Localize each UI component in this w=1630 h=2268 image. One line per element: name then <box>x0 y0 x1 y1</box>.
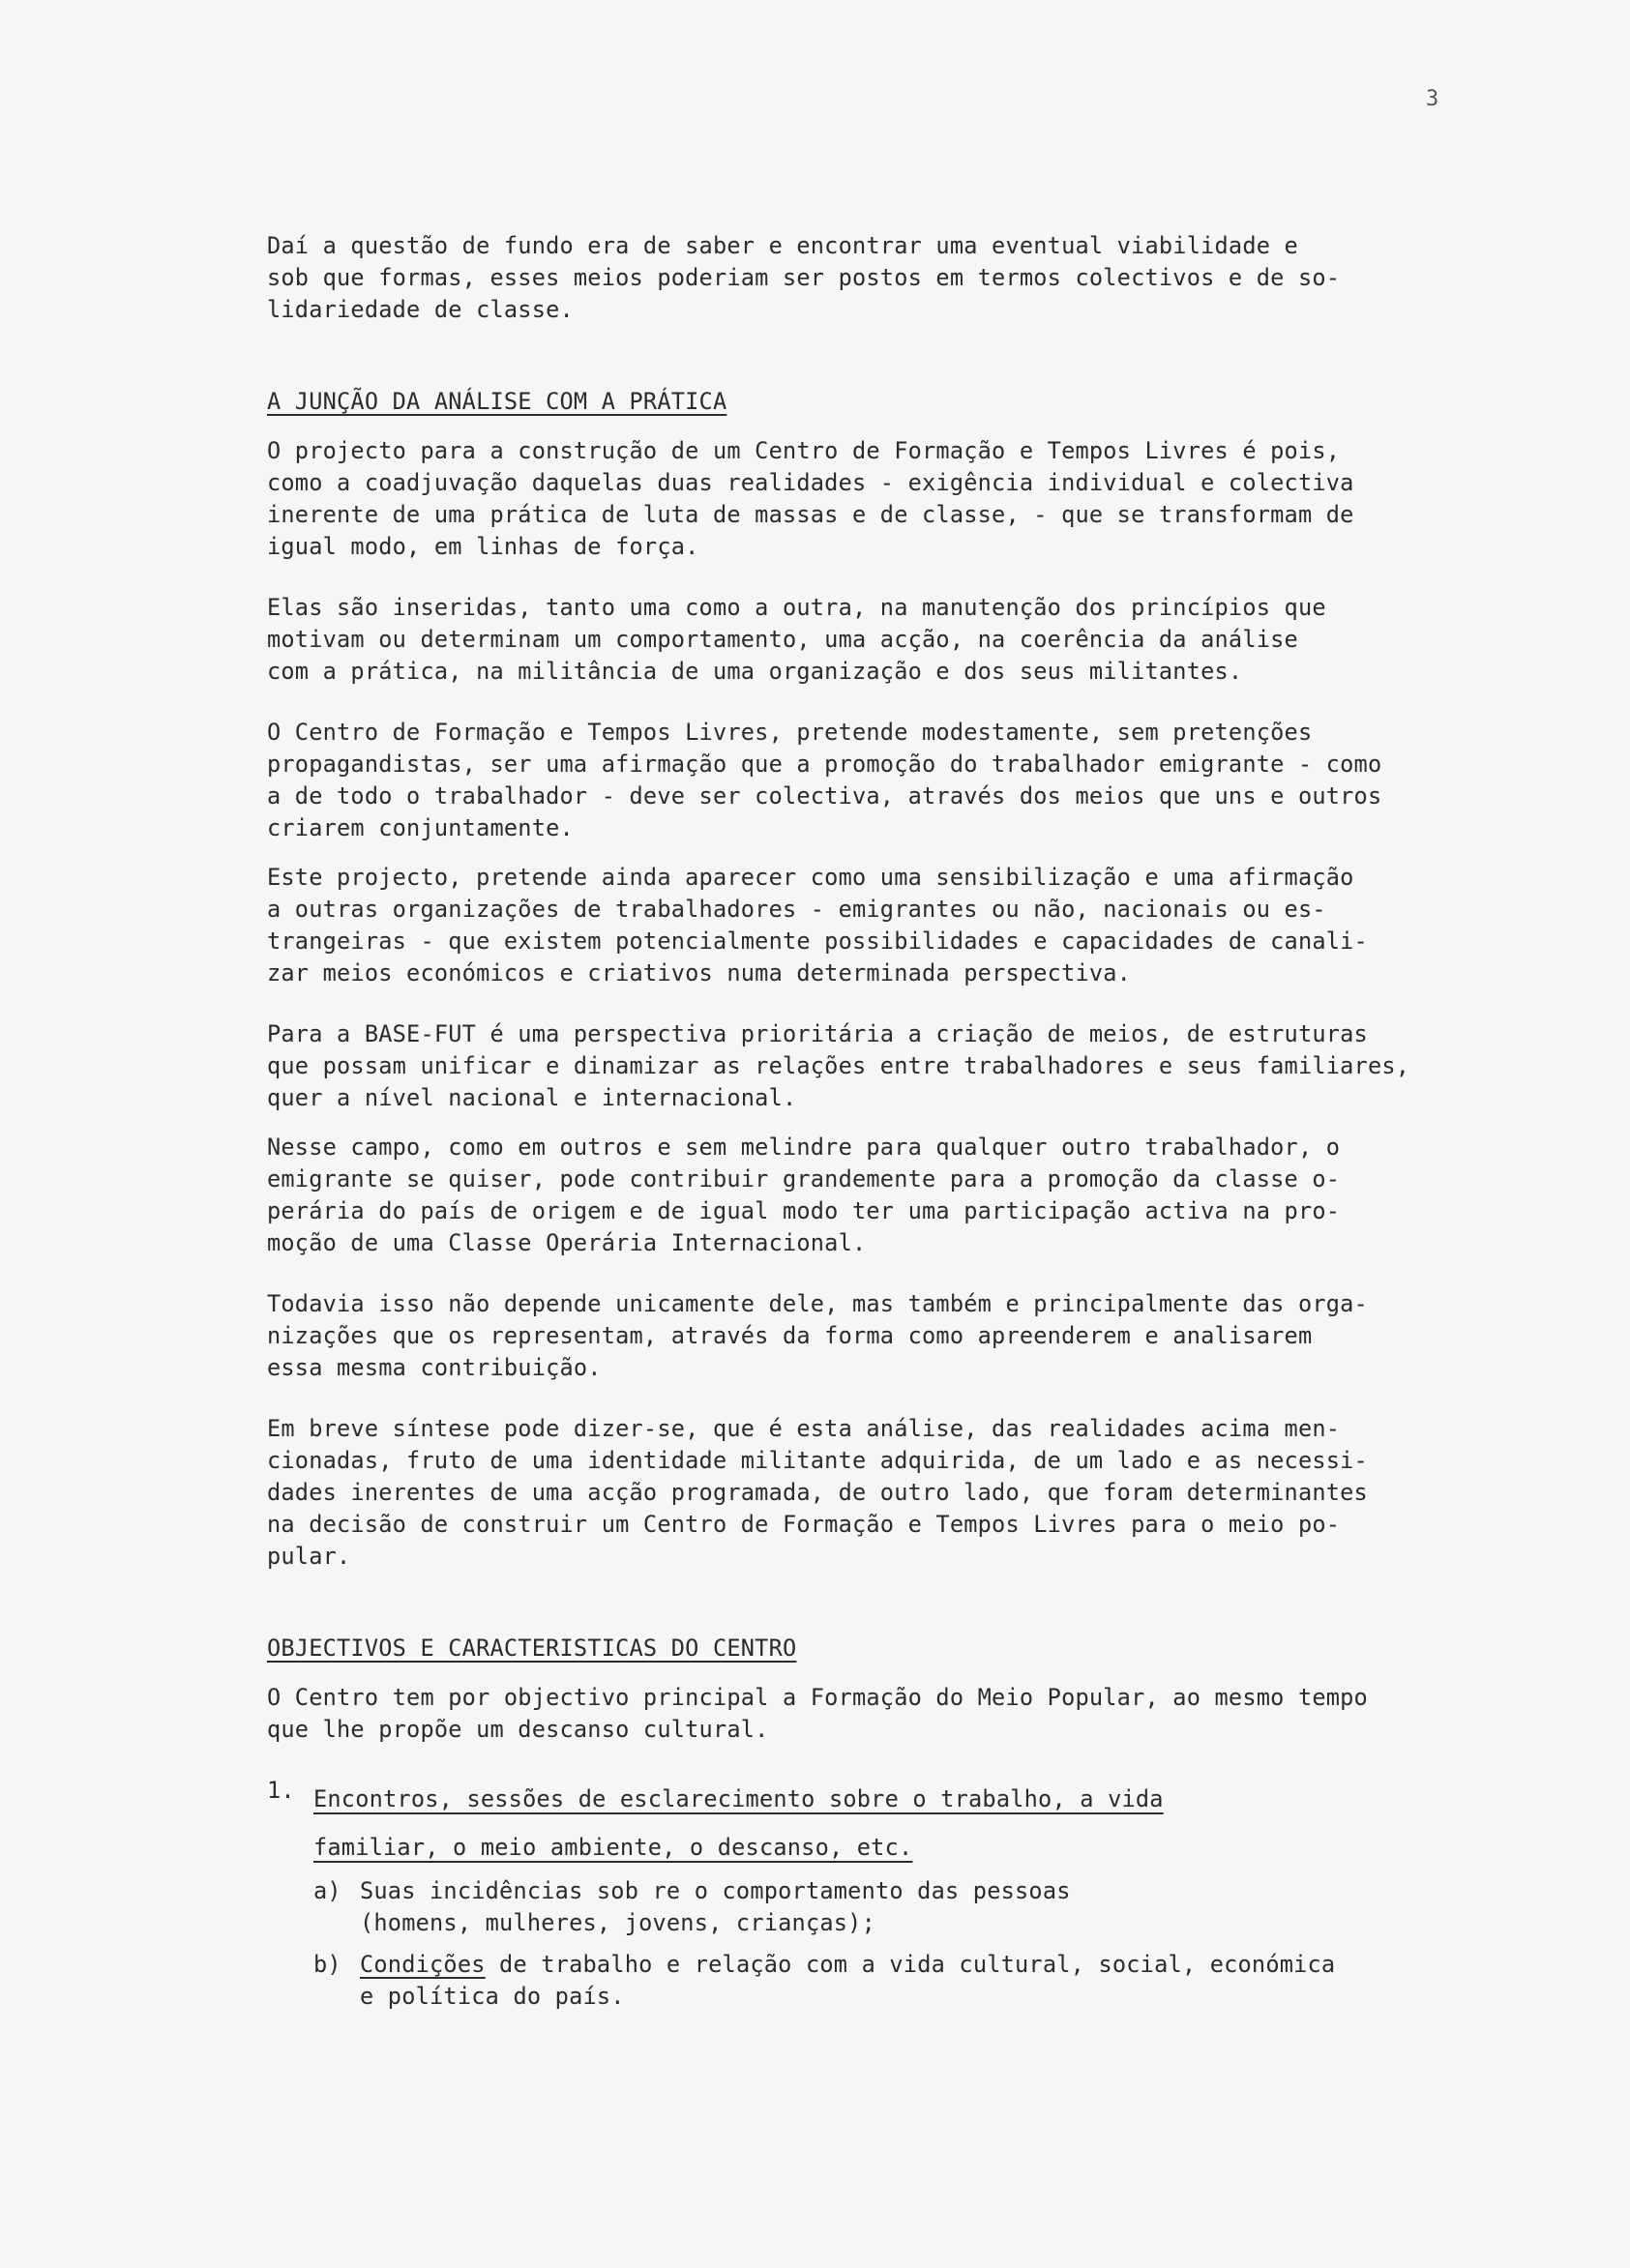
list-number: 1. <box>267 1777 295 1804</box>
sub-item-text-wrapper <box>360 1949 1563 2013</box>
sub-item-letter: a) <box>313 1877 341 1904</box>
section-heading-juncao: A JUNÇÃO DA ANÁLISE COM A PRÁTICA <box>267 388 727 415</box>
paragraph: Elas são inseridas, tanto uma como a outra, na manutenção dos princípios que motivam ou determinam um comportamento, uma acção, na coerência da análise com a prática, na militância de uma organização e dos seus militantes. <box>267 594 1326 685</box>
document-body <box>267 230 1563 2013</box>
sub-item-letter: b) <box>313 1951 341 1978</box>
paragraph: O Centro tem por objectivo principal a Formação do Meio Popular, ao mesmo tempo que lhe propõe um descanso cultural. <box>267 1684 1368 1743</box>
intro-paragraph: Daí a questão de fundo era de saber e encontrar uma eventual viabilidade e sob que formas, esses meios poderiam ser postos em termos colectivos e de so- lidariedade de classe. <box>267 232 1341 323</box>
sub-item-text: Suas incidências sob re o comportamento das pessoas (homens, mulheres, jovens, crianças); <box>360 1877 1071 1936</box>
paragraph: Em breve síntese pode dizer-se, que é esta análise, das realidades acima men- cionadas, fruto de uma identidade militante adquirida, de um lado e as necessi- dades inerentes de uma acção programada, de outro lado, que foram determinantes na decisão de construir um Centro de Formação e Tempos Livres para o meio po- pular. <box>267 1415 1368 1570</box>
paragraph: O Centro de Formação e Tempos Livres, pretende modestamente, sem pretenções propagandistas, ser uma afirmação que a promoção do trabalhador emigrante - como a de todo o trabalhador - deve ser colectiva, através dos meios que uns e outros criarem conjuntamente. <box>267 719 1382 841</box>
list-item-title: Encontros, sessões de esclarecimento sobre o trabalho, a vida familiar, o meio ambiente, o descanso, etc. <box>313 1785 1164 1861</box>
sub-item <box>313 1949 1563 2013</box>
paragraph: Para a BASE-FUT é uma perspectiva prioritária a criação de meios, de estruturas que possam unificar e dinamizar as relações entre trabalhadores e seus familiares, quer a nível nacional e internacional. <box>267 1020 1410 1111</box>
sub-item-text: de trabalho e relação com a vida cultural, social, económica e política do país. <box>360 1951 1336 2010</box>
sub-item-lead: Condições <box>360 1951 486 1978</box>
paragraph: Nesse campo, como em outros e sem melindre para qualquer outro trabalhador, o emigrante se quiser, pode contribuir grandemente para a promoção da classe o- perária do país de origem e de igual modo ter uma participação activa na pro- moção de uma Classe Operária Internacional. <box>267 1134 1341 1256</box>
paragraph: Este projecto, pretende ainda aparecer como uma sensibilização e uma afirmação a outras organizações de trabalhadores - emigrantes ou não, nacionais ou es- trangeiras - que existem potencialmente possibilidades e capacidades de canali- zar meios económicos e criativos numa determinada perspectiva. <box>267 864 1368 987</box>
list-item <box>267 1775 1563 2013</box>
section-heading-objectivos: OBJECTIVOS E CARACTERISTICAS DO CENTRO <box>267 1635 797 1662</box>
paragraph: O projecto para a construção de um Centro de Formação e Tempos Livres é pois, como a coadjuvação daquelas duas realidades - exigência individual e colectiva inerente de uma prática de luta de massas e de classe, - que se transformam de igual modo, em linhas de força. <box>267 437 1354 560</box>
sub-item <box>313 1875 1563 1939</box>
paragraph: Todavia isso não depende unicamente dele, mas também e principalmente das orga- nizações que os representam, através da forma como apreenderem e analisarem essa mesma contribuição. <box>267 1290 1368 1381</box>
page-number: 3 <box>1426 87 1439 111</box>
